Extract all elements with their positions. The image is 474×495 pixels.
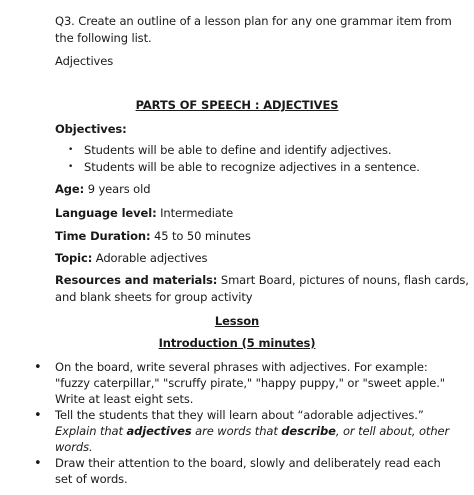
objective-bullet: • bbox=[68, 162, 74, 172]
document-title: PARTS OF SPEECH : ADJECTIVES bbox=[135, 98, 339, 112]
step-3-line-1: Draw their attention to the board, slowly and deliberately read each bbox=[55, 456, 441, 470]
step-2-line-2 bbox=[55, 424, 449, 439]
age-label: Age: bbox=[55, 182, 85, 196]
lesson-heading: Lesson bbox=[214, 314, 260, 328]
step-2-text: Explain that bbox=[55, 424, 127, 438]
step-1-line-3: Write at least eight sets. bbox=[55, 392, 194, 406]
age-row bbox=[55, 182, 150, 197]
topic-label: Topic: bbox=[55, 251, 93, 265]
language-level-value: Intermediate bbox=[160, 206, 234, 220]
objective-item: Students will be able to define and identify adjectives. bbox=[84, 143, 392, 157]
question-item: Adjectives bbox=[55, 54, 114, 68]
step-3-line-2: set of words. bbox=[55, 472, 128, 486]
step-2-line-3 bbox=[55, 440, 93, 455]
objectives-heading: Objectives: bbox=[55, 122, 127, 136]
step-2-text: are words that bbox=[191, 424, 282, 438]
step-1-line-2: "fuzzy caterpillar," "scruffy pirate," "happy puppy," or "sweet apple." bbox=[55, 376, 445, 390]
time-duration-value: 45 to 50 minutes bbox=[154, 229, 251, 243]
step-bullet: • bbox=[34, 456, 42, 471]
resources-row bbox=[55, 273, 469, 288]
resources-label: Resources and materials: bbox=[55, 273, 218, 287]
term-describe: describe bbox=[281, 424, 336, 438]
step-bullet: • bbox=[34, 360, 42, 375]
term-adjectives: adjectives bbox=[126, 424, 192, 438]
resources-value-line-1: Smart Board, pictures of nouns, flash cards, bbox=[220, 273, 469, 287]
time-duration-row bbox=[55, 229, 251, 244]
step-2-line-1: Tell the students that they will learn about “adorable adjectives.” bbox=[55, 408, 424, 422]
topic-row bbox=[55, 251, 207, 266]
time-duration-label: Time Duration: bbox=[55, 229, 151, 243]
language-level-row bbox=[55, 206, 233, 221]
objective-item: Students will be able to recognize adjectives in a sentence. bbox=[84, 160, 420, 174]
step-bullet: • bbox=[34, 408, 42, 423]
language-level-label: Language level: bbox=[55, 206, 157, 220]
resources-value-line-2: and blank sheets for group activity bbox=[55, 290, 253, 304]
step-2-text: words. bbox=[55, 440, 93, 454]
introduction-heading: Introduction (5 minutes) bbox=[158, 336, 316, 350]
step-1-line-1: On the board, write several phrases with adjectives. For example: bbox=[55, 360, 428, 374]
question-line-2: the following list. bbox=[55, 31, 152, 45]
question-line-1: Q3. Create an outline of a lesson plan for any one grammar item from bbox=[55, 14, 452, 28]
age-value: 9 years old bbox=[87, 182, 151, 196]
topic-value: Adorable adjectives bbox=[95, 251, 208, 265]
step-2-text: , or tell about, other bbox=[335, 424, 450, 438]
objective-bullet: • bbox=[68, 145, 74, 155]
